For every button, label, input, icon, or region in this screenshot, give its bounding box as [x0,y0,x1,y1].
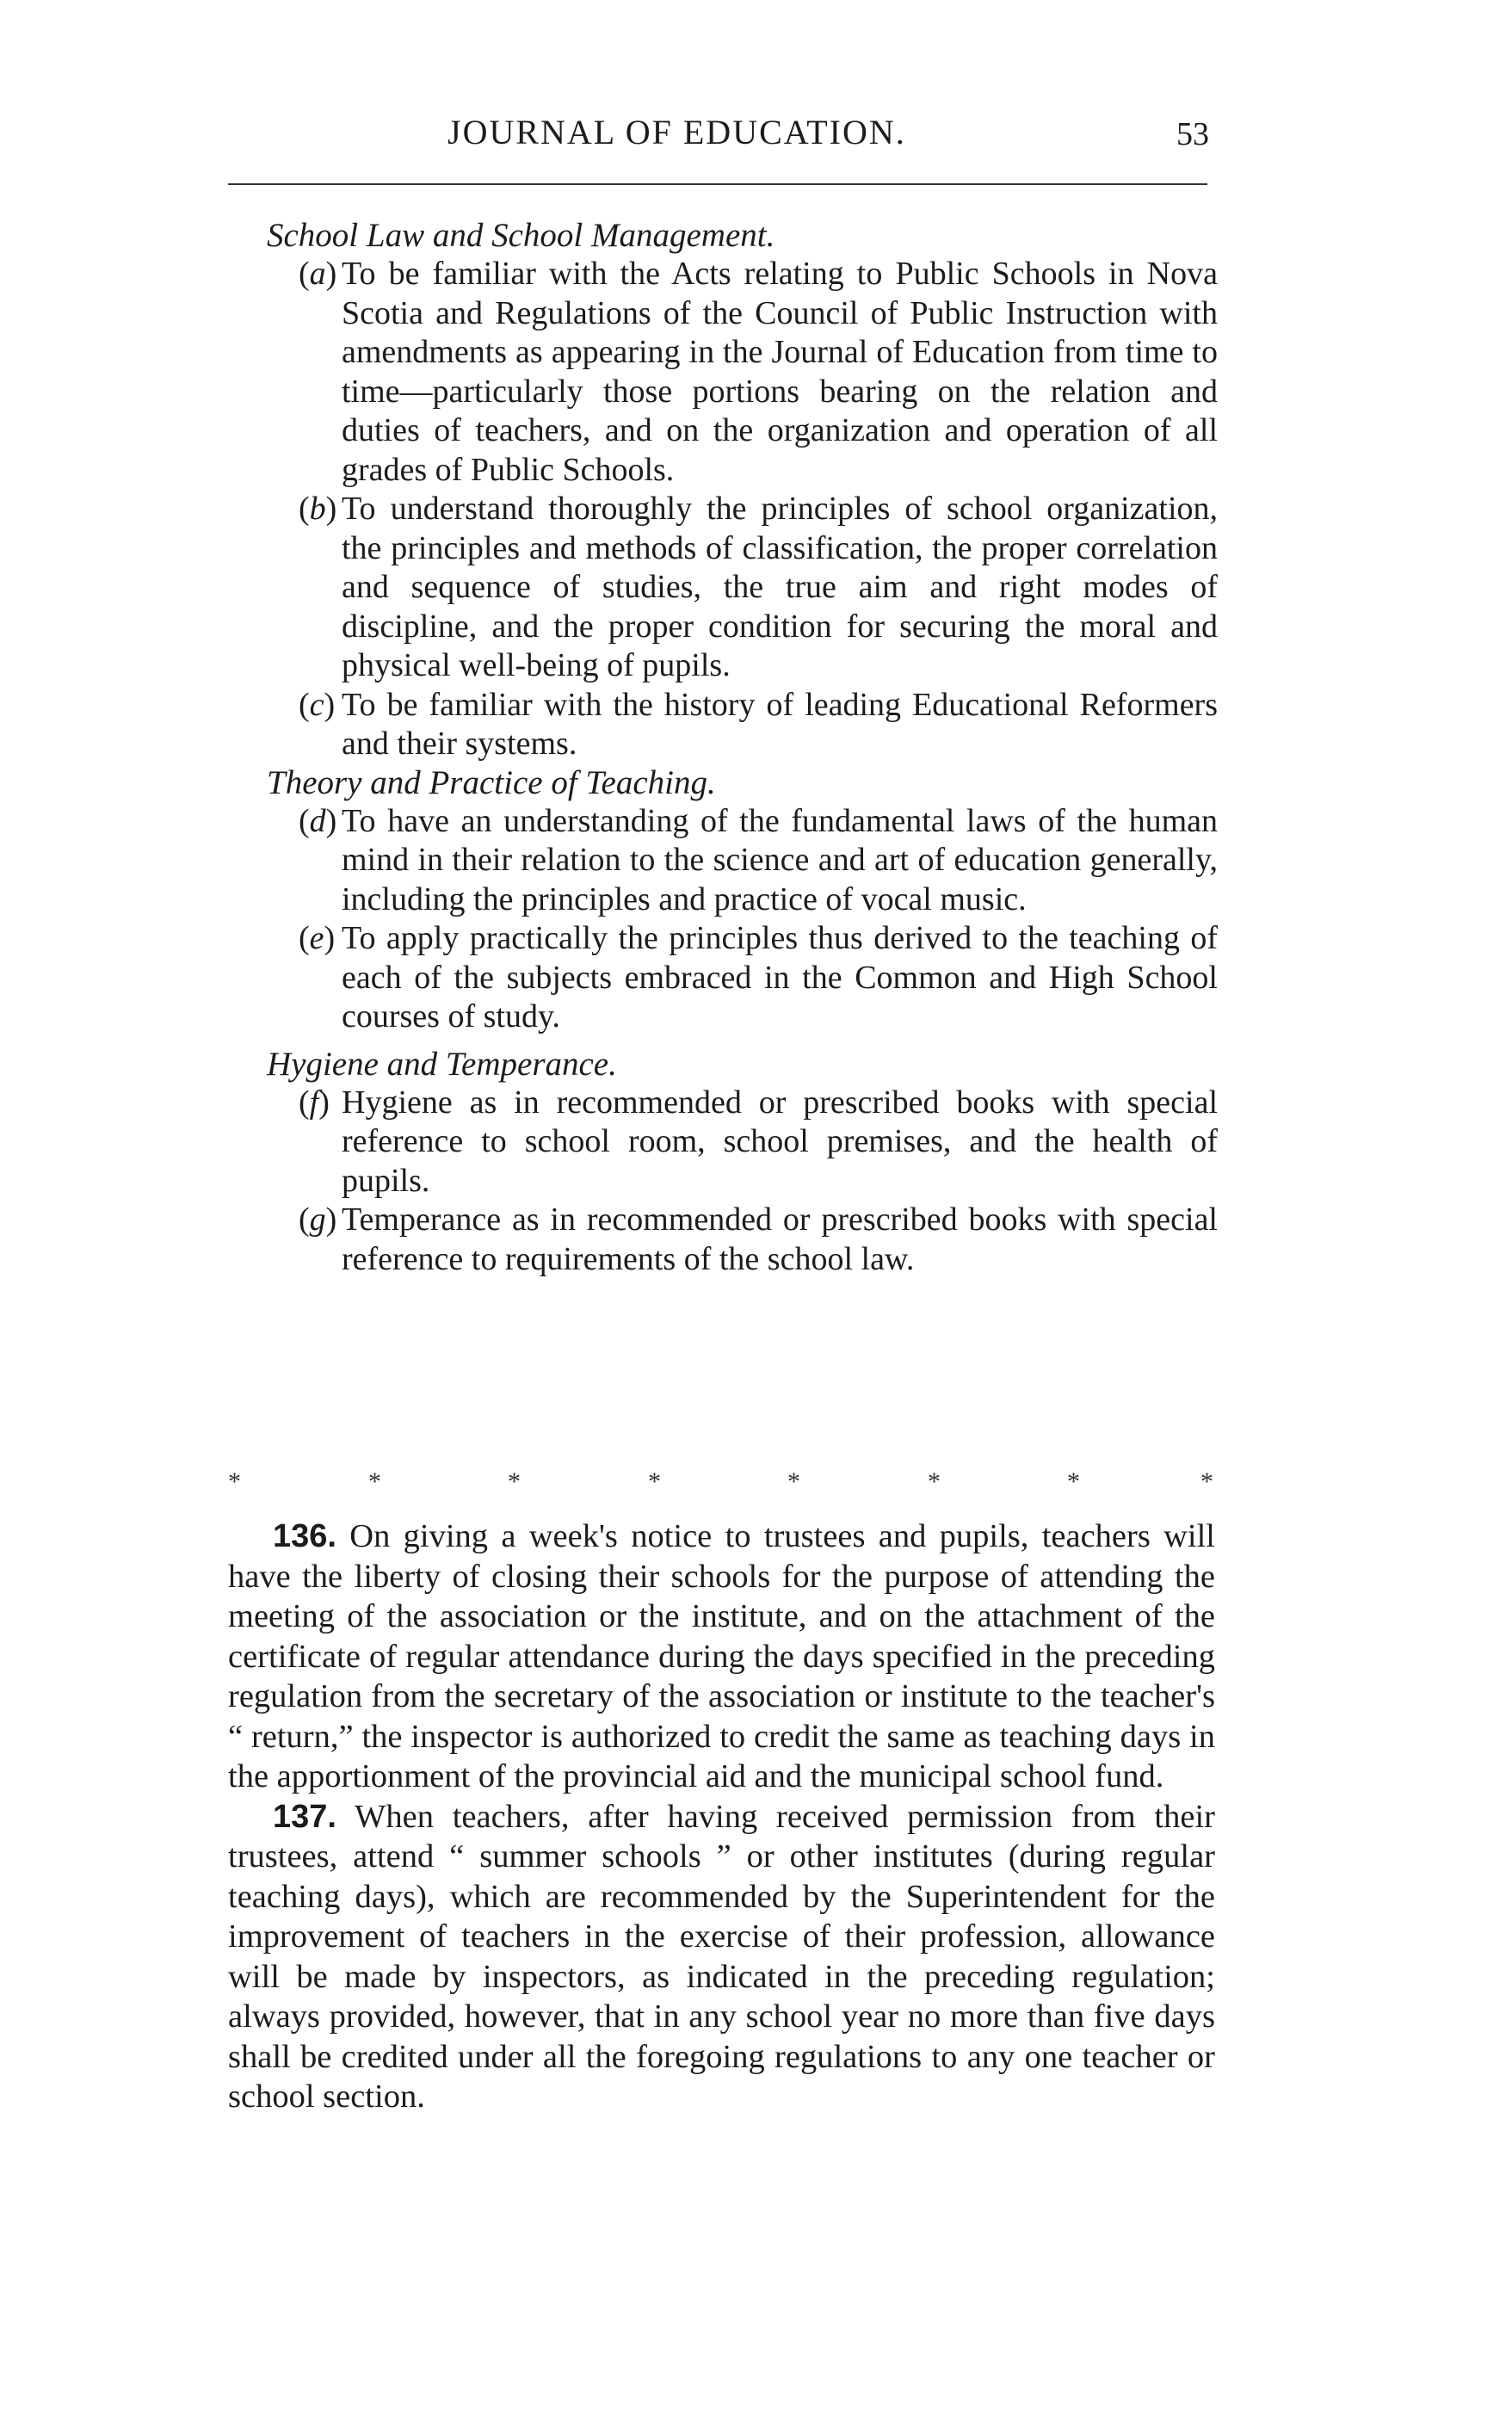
list-item [228,802,1218,920]
section-heading-theory-practice: Theory and Practice of Teaching. [267,763,716,801]
regulation-text: When teachers, after having received permission from their trustees, attend “ summer schools ” or other institutes (during regular teaching days), which are recommended by the Superintendent for the improvement of teachers in the exercise of their profession, allowance will be made by inspectors, as indicated in the preceding regulation; always provided, however, that in any school year no more than five days shall be credited under all the foregoing regulations to any one teacher or school section. [228,1798,1215,2115]
regulation-paragraph [228,1797,1215,2117]
separator-star: * [1200,1467,1213,1496]
list-item [228,919,1218,1037]
separator-star: * [368,1467,381,1496]
item-text: To be familiar with the history of leading Educational Reformers and their systems. [342,686,1218,762]
item-text: Hygiene as in recommended or prescribed books with special reference to school room, school premises, and the health of pupils. [342,1084,1218,1199]
regulations [228,1516,1215,2117]
section-heading-hygiene: Hygiene and Temperance. [267,1045,617,1083]
section-separator [228,1467,1213,1496]
item-text: To be familiar with the Acts relating to Public Schools in Nova Scotia and Regulations of the Council of Public Instruction with amendments as appearing in the Journal of Education from time to time—particularly those portions bearing on the relation and duties of teachers, and on the organization and operation of all grades of Public Schools. [342,256,1218,488]
item-text: Temperance as in recommended or prescribed books with special reference to requirements of the school law. [342,1201,1218,1277]
item-text: To apply practically the principles thus derived to the teaching of each of the subjects embraced in the Common and High School courses of study. [342,920,1218,1034]
item-label: (d) [299,802,337,839]
separator-star: * [1067,1467,1080,1496]
item-text: To understand thoroughly the principles of school organization, the principles and methods of classification, the proper correlation and sequence of studies, the true aim and right modes of discipline, and the proper condition for securing the moral and physical well-being of pupils. [342,491,1218,683]
regulation-paragraph [228,1516,1215,1797]
course-requirements [228,217,1218,1279]
running-title: JOURNAL OF EDUCATION. [447,113,906,151]
list-item [228,255,1218,490]
item-text: To have an understanding of the fundamental laws of the human mind in their relation to the science and art of education generally, including the principles and practice of vocal music. [342,802,1218,917]
header-rule [228,183,1207,185]
separator-star: * [228,1467,241,1496]
item-label: (g) [299,1201,337,1238]
separator-star: * [648,1467,661,1496]
list-item [228,1084,1218,1201]
item-label: (e) [299,920,336,956]
list-item [228,1201,1218,1279]
section-heading-school-law: School Law and School Management. [267,217,775,254]
page-header [228,103,1209,155]
regulation-number: 137. [273,1798,336,1835]
separator-star: * [928,1467,941,1496]
list-item [228,490,1218,686]
item-label: (c) [299,686,336,723]
page-number: 53 [1176,116,1209,152]
separator-star: * [787,1467,800,1496]
regulation-number: 136. [273,1518,336,1554]
list-item [228,686,1218,764]
item-label: (f) [299,1084,330,1121]
item-label: (a) [299,256,337,292]
item-label: (b) [299,491,337,527]
separator-star: * [508,1467,521,1496]
regulation-text: On giving a week's notice to trustees and pupils, teachers will have the liberty of closing their schools for the purpose of attending the meeting of the association or the institute, and on the attachment of the certificate of regular attendance during the days specified in the preceding regulation from the secretary of the association or institute to the teacher's “ return,” the inspector is authorized to credit the same as teaching days in the apportionment of the provincial aid and the municipal school fund. [228,1518,1216,1794]
